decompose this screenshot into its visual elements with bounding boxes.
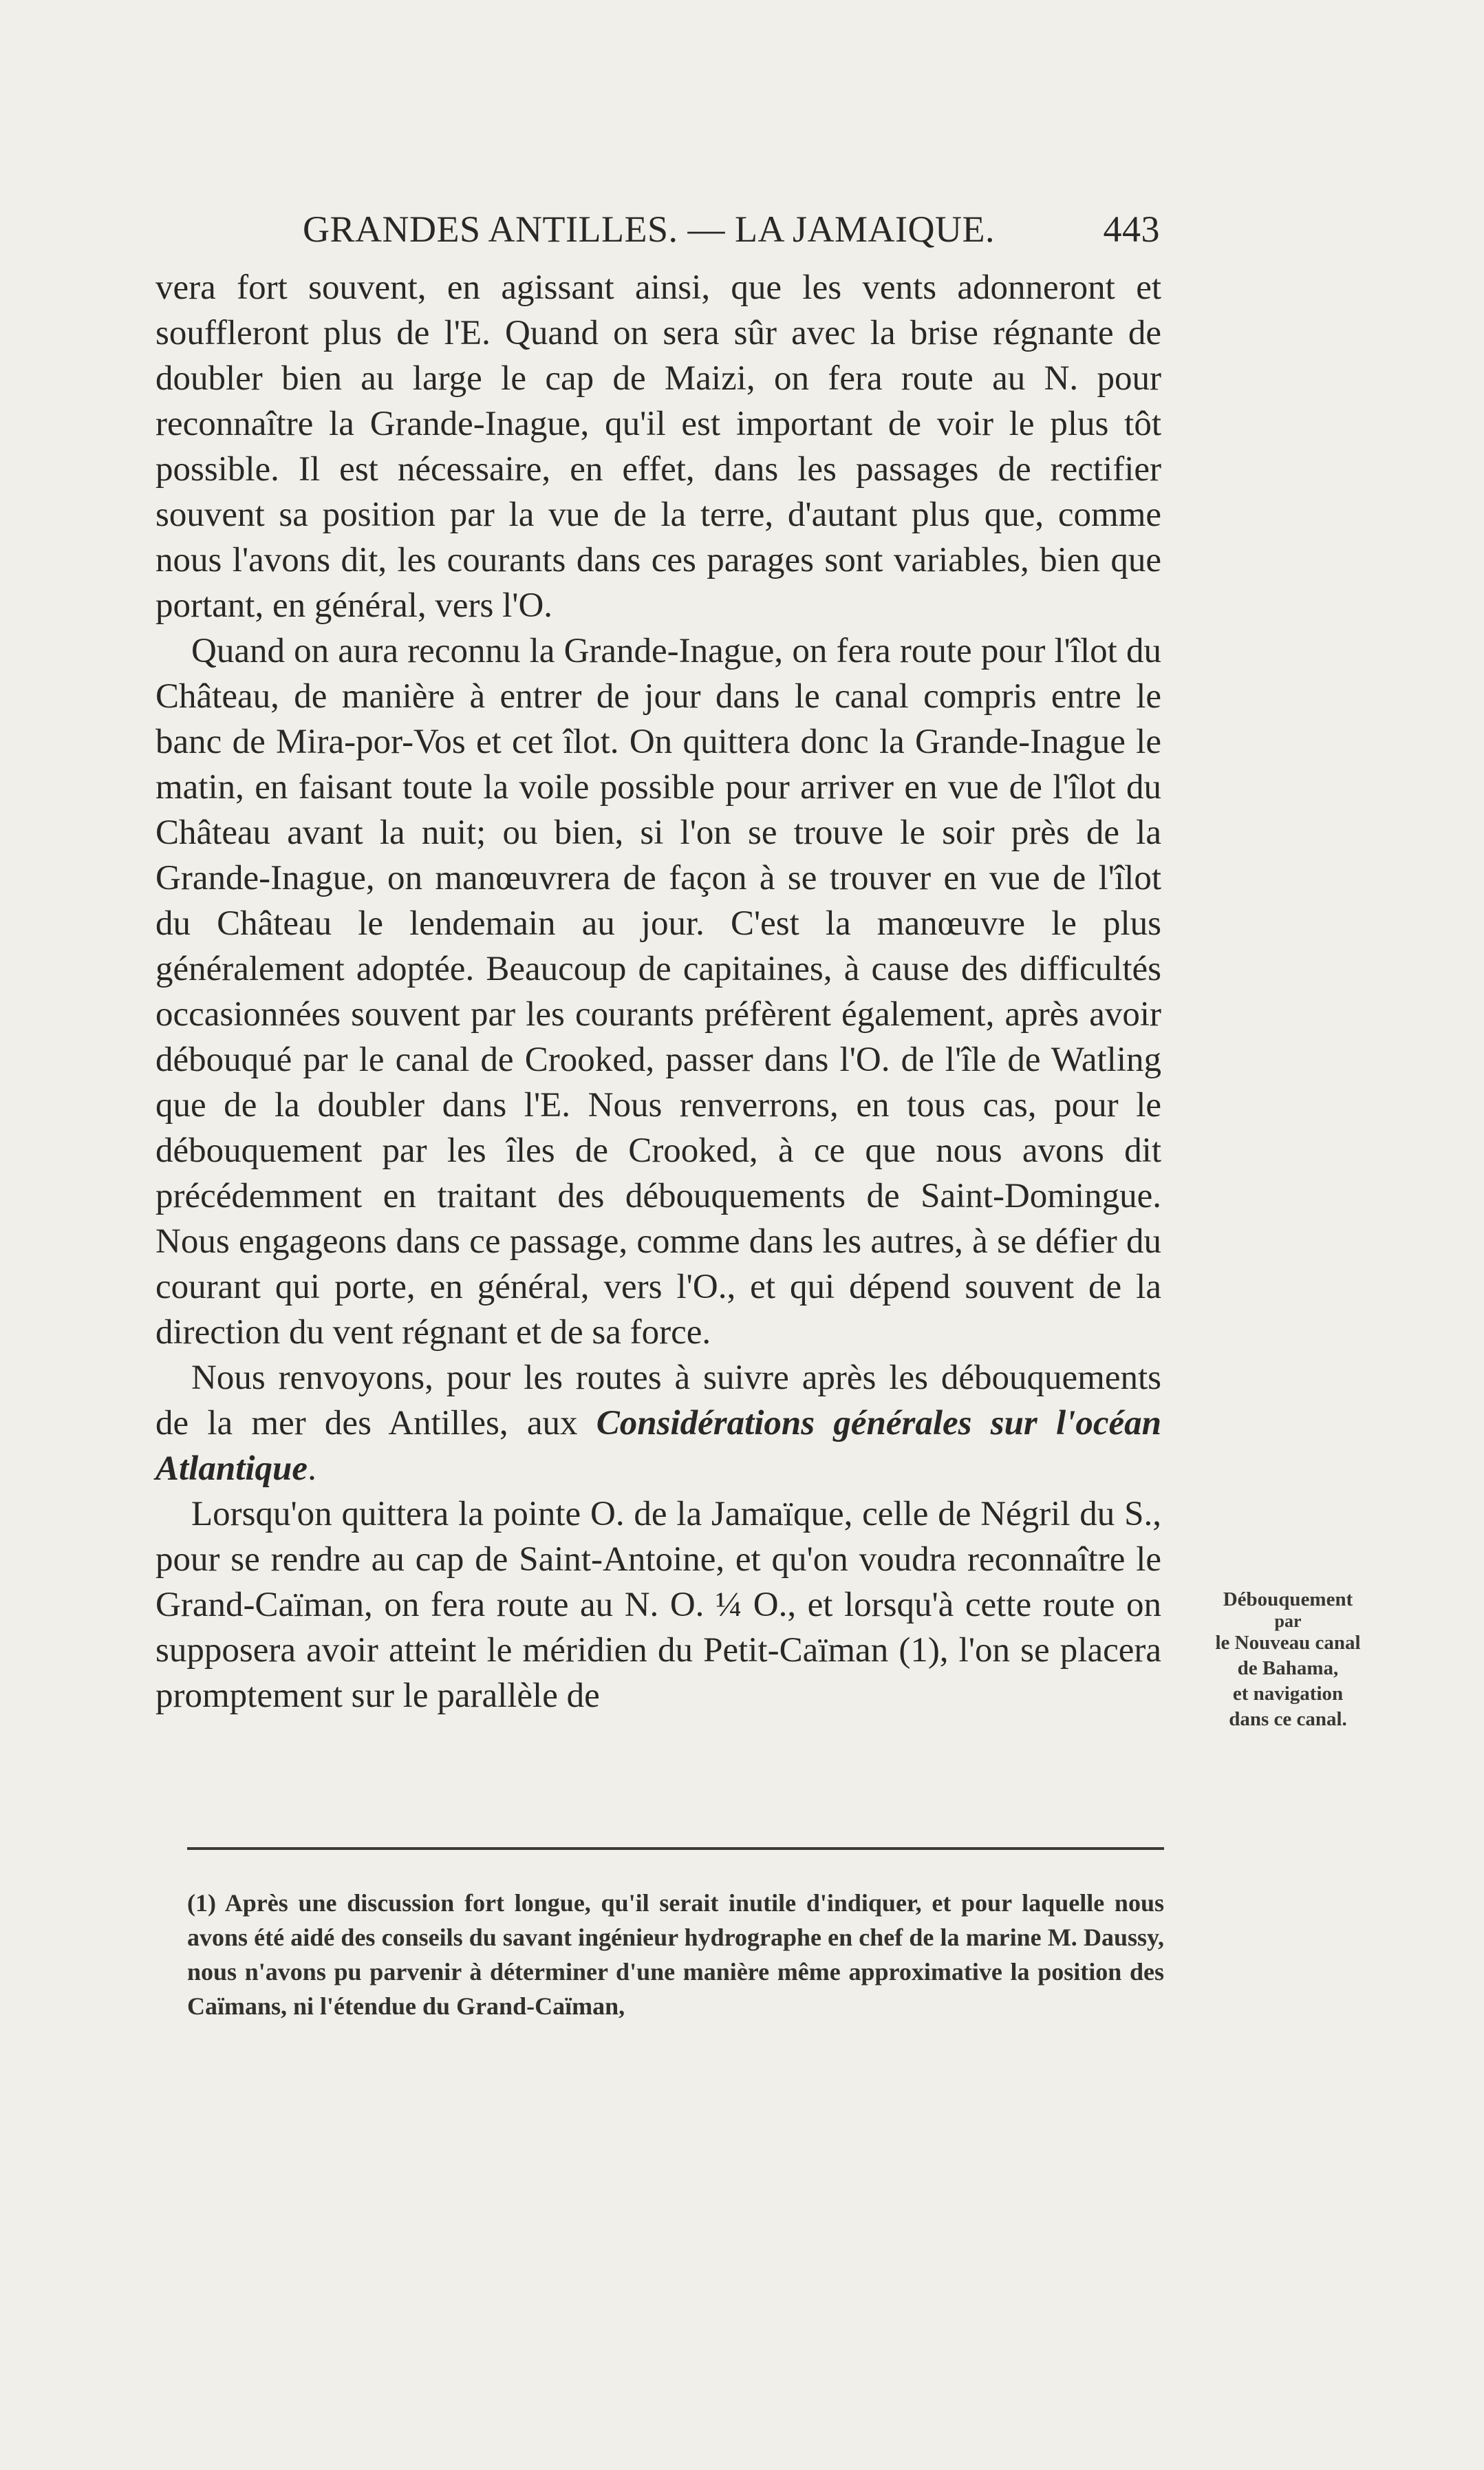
main-text xyxy=(155,265,1161,1718)
paragraph-3 xyxy=(155,1355,1161,1491)
page-number: 443 xyxy=(1103,209,1160,250)
running-head xyxy=(303,208,1160,263)
margin-note xyxy=(1185,1587,1391,1732)
paragraph-3-end: . xyxy=(308,1449,316,1488)
margin-note-line: dans ce canal. xyxy=(1229,1708,1347,1730)
paragraph-3-italic-title: Considérations générales sur l'océan Atlantique xyxy=(155,1404,1161,1488)
paragraph-2: Quand on aura reconnu la Grande-Inague, on fera route pour l'îlot du Château, de manière à entrer de jour dans le canal compris entre le banc de Mira-por-Vos et cet îlot. On quittera donc la Grande-Inague le matin, en faisant toute la voile possible pour arriver en vue de l'îlot du Château avant la nuit; ou bien, si l'on se trouve le soir près de la Grande-Inague, on manœuvrera de façon à se trouver en vue de l'îlot du Château le lendemain au jour. C'est la manœuvre le plus généralement adoptée. Beaucoup de capitaines, à cause des difficultés occasionnées souvent par les courants préfèrent également, après avoir débouqué par le canal de Crooked, passer dans l'O. de l'île de Watling que de la doubler dans l'E. Nous renverrons, en tous cas, pour le débouquement par les îles de Crooked, à ce que nous avons dit précédemment en traitant des débouquements de Saint-Domingue. Nous engageons dans ce passage, comme dans les autres, à se défier du courant qui porte, en général, vers l'O., et qui dépend souvent de la direction du vent régnant et de sa force. xyxy=(155,632,1161,1352)
margin-note-line: de Bahama, xyxy=(1237,1657,1339,1679)
footnote-rule xyxy=(187,1847,1164,1850)
margin-note-line: le Nouveau canal xyxy=(1215,1632,1361,1654)
paragraph-1: vera fort souvent, en agissant ainsi, que les vents adonneront et souffleront plus de l'E. Quand on sera sûr avec la brise régnante de doubler bien au large le cap de Maizi, on fera route au N. pour reconnaître la Grande-Inague, qu'il est important de voir le plus tôt possible. Il est nécessaire, en effet, dans les passages de rectifier souvent sa position par la vue de la terre, d'autant plus que, comme nous l'avons dit, les courants dans ces parages sont variables, bien que portant, en général, vers l'O. xyxy=(155,268,1161,625)
running-head-title: GRANDES ANTILLES. — LA JAMAIQUE. xyxy=(303,209,995,250)
margin-note-line: par xyxy=(1274,1611,1302,1631)
paragraph-3-start: Nous renvoyons, pour les routes à suivre après les débouquements de la mer des Antilles, aux xyxy=(155,1359,1161,1442)
margin-note-line: et navigation xyxy=(1232,1683,1344,1705)
margin-note-line: Débouquement xyxy=(1223,1588,1353,1610)
paragraph-4: Lorsqu'on quittera la pointe O. de la Jamaïque, celle de Négril du S., pour se rendre au cap de Saint-Antoine, et qu'on voudra reconnaître le Grand-Caïman, on fera route au N. O. ¼ O., et lorsqu'à cette route on supposera avoir atteint le méridien du Petit-Caïman (1), l'on se placera promptement sur le parallèle de xyxy=(155,1495,1161,1715)
footnote: (1) Après une discussion fort longue, qu'il serait inutile d'indiquer, et pour laquelle nous avons été aidé des conseils du savant ingénieur hydrographe en chef de la marine M. Daussy, nous n'avons pu parvenir à déterminer d'une manière même approximative la position des Caïmans, ni l'étendue du Grand-Caïman, xyxy=(187,1889,1164,2020)
